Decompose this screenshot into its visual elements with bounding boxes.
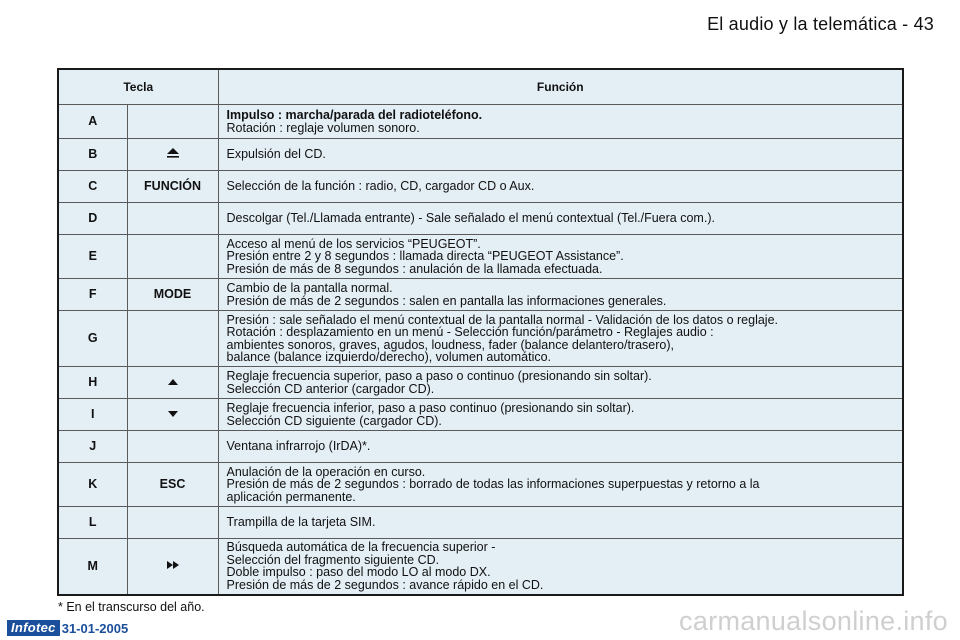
key-function-description bbox=[218, 399, 903, 431]
description-line: aplicación permanente. bbox=[226, 489, 356, 504]
key-letter: A bbox=[58, 105, 127, 139]
key-function-description bbox=[218, 279, 903, 311]
eject-icon bbox=[127, 139, 218, 171]
description-line: Selección CD anterior (cargador CD). bbox=[226, 381, 435, 396]
table-header-row bbox=[58, 69, 903, 105]
up-triangle-icon bbox=[127, 367, 218, 399]
key-letter: D bbox=[58, 203, 127, 235]
key-function-description bbox=[218, 139, 903, 171]
description-line: Selección de la función : radio, CD, cargador CD o Aux. bbox=[226, 179, 535, 194]
description-line: Reglaje frecuencia inferior, paso a paso continuo (presionando sin soltar). bbox=[226, 401, 635, 415]
key-symbol bbox=[127, 431, 218, 463]
key-letter: E bbox=[58, 235, 127, 279]
table-row bbox=[58, 367, 903, 399]
description-line: Doble impulso : paso del modo LO al modo DX. bbox=[226, 565, 491, 580]
infotec-footer bbox=[7, 620, 128, 636]
description-line: Presión de más de 2 segundos : borrado de todas las informaciones superpuestas y retorno a la bbox=[226, 477, 760, 492]
key-letter: C bbox=[58, 171, 127, 203]
description-line: Expulsión del CD. bbox=[226, 147, 326, 162]
fast-forward-icon bbox=[127, 539, 218, 595]
table-row bbox=[58, 539, 903, 595]
footnote: * En el transcurso del año. bbox=[58, 600, 205, 614]
description-line: Acceso al menú de los servicios “PEUGEOT”. bbox=[226, 236, 481, 251]
table-row bbox=[58, 507, 903, 539]
key-function-description bbox=[218, 507, 903, 539]
key-function-description bbox=[218, 311, 903, 367]
description-line: Selección CD siguiente (cargador CD). bbox=[226, 413, 442, 428]
watermark: carmanualsonline.info bbox=[679, 606, 948, 636]
key-symbol bbox=[127, 311, 218, 367]
table-row bbox=[58, 311, 903, 367]
description-line: balance (balance izquierdo/derecho), volumen automático. bbox=[226, 350, 552, 364]
table-row bbox=[58, 279, 903, 311]
table-row bbox=[58, 463, 903, 507]
column-header-key: Tecla bbox=[58, 69, 218, 105]
description-line: Cambio de la pantalla normal. bbox=[226, 281, 393, 295]
key-function-description bbox=[218, 203, 903, 235]
key-letter: B bbox=[58, 139, 127, 171]
table-row bbox=[58, 203, 903, 235]
key-letter: H bbox=[58, 367, 127, 399]
description-line: Descolgar (Tel./Llamada entrante) - Sale señalado el menú contextual (Tel./Fuera com.). bbox=[226, 211, 715, 226]
table-row bbox=[58, 431, 903, 463]
table-row bbox=[58, 105, 903, 139]
key-function-description bbox=[218, 463, 903, 507]
key-symbol bbox=[127, 507, 218, 539]
edition-date: 31-01-2005 bbox=[61, 620, 129, 636]
key-symbol bbox=[127, 203, 218, 235]
key-function-description bbox=[218, 171, 903, 203]
description-line: Rotación : reglaje volumen sonoro. bbox=[226, 120, 420, 135]
description-line: Reglaje frecuencia superior, paso a paso o continuo (presionando sin soltar). bbox=[226, 369, 652, 383]
key-letter: G bbox=[58, 311, 127, 367]
page-title: El audio y la telemática - 43 bbox=[707, 14, 934, 34]
description-line: Anulación de la operación en curso. bbox=[226, 464, 426, 479]
key-symbol bbox=[127, 105, 218, 139]
key-letter: M bbox=[58, 539, 127, 595]
description-line: ambientes sonoros, graves, agudos, loudness, fader (balance delantero/trasero), bbox=[226, 337, 675, 352]
table-row bbox=[58, 171, 903, 203]
key-symbol: ESC bbox=[127, 463, 218, 507]
description-line: Presión de más de 8 segundos : anulación de la llamada efectuada. bbox=[226, 261, 603, 276]
description-line: Impulso : marcha/parada del radioteléfono. bbox=[226, 108, 483, 122]
column-header-function: Función bbox=[218, 69, 903, 105]
key-symbol: MODE bbox=[127, 279, 218, 311]
description-line: Búsqueda automática de la frecuencia superior - bbox=[226, 540, 496, 555]
description-line: Rotación : desplazamiento en un menú - Selección función/parámetro - Reglajes audio : bbox=[226, 325, 714, 339]
key-symbol: FUNCIÓN bbox=[127, 171, 218, 203]
key-function-description bbox=[218, 105, 903, 139]
table-row bbox=[58, 235, 903, 279]
down-triangle-icon bbox=[127, 399, 218, 431]
description-line: Selección del fragmento siguiente CD. bbox=[226, 552, 440, 567]
key-symbol bbox=[127, 235, 218, 279]
description-line: Presión de más de 2 segundos : avance rápido en el CD. bbox=[226, 577, 544, 592]
description-line: Ventana infrarrojo (IrDA)*. bbox=[226, 439, 371, 454]
description-line: Presión : sale señalado el menú contextual de la pantalla normal - Validación de los datos o reglaje. bbox=[226, 312, 779, 327]
key-letter: L bbox=[58, 507, 127, 539]
key-letter: K bbox=[58, 463, 127, 507]
key-function-description bbox=[218, 431, 903, 463]
table-row bbox=[58, 139, 903, 171]
table-row bbox=[58, 399, 903, 431]
key-letter: I bbox=[58, 399, 127, 431]
description-line: Trampilla de la tarjeta SIM. bbox=[226, 515, 376, 530]
key-function-description bbox=[218, 235, 903, 279]
key-function-table bbox=[57, 68, 904, 596]
description-line: Presión entre 2 y 8 segundos : llamada directa “PEUGEOT Assistance”. bbox=[226, 249, 624, 264]
key-letter: F bbox=[58, 279, 127, 311]
key-letter: J bbox=[58, 431, 127, 463]
description-line: Presión de más de 2 segundos : salen en pantalla las informaciones generales. bbox=[226, 293, 667, 308]
key-function-description bbox=[218, 539, 903, 595]
key-function-description bbox=[218, 367, 903, 399]
infotec-logo: Infotec bbox=[7, 620, 60, 636]
